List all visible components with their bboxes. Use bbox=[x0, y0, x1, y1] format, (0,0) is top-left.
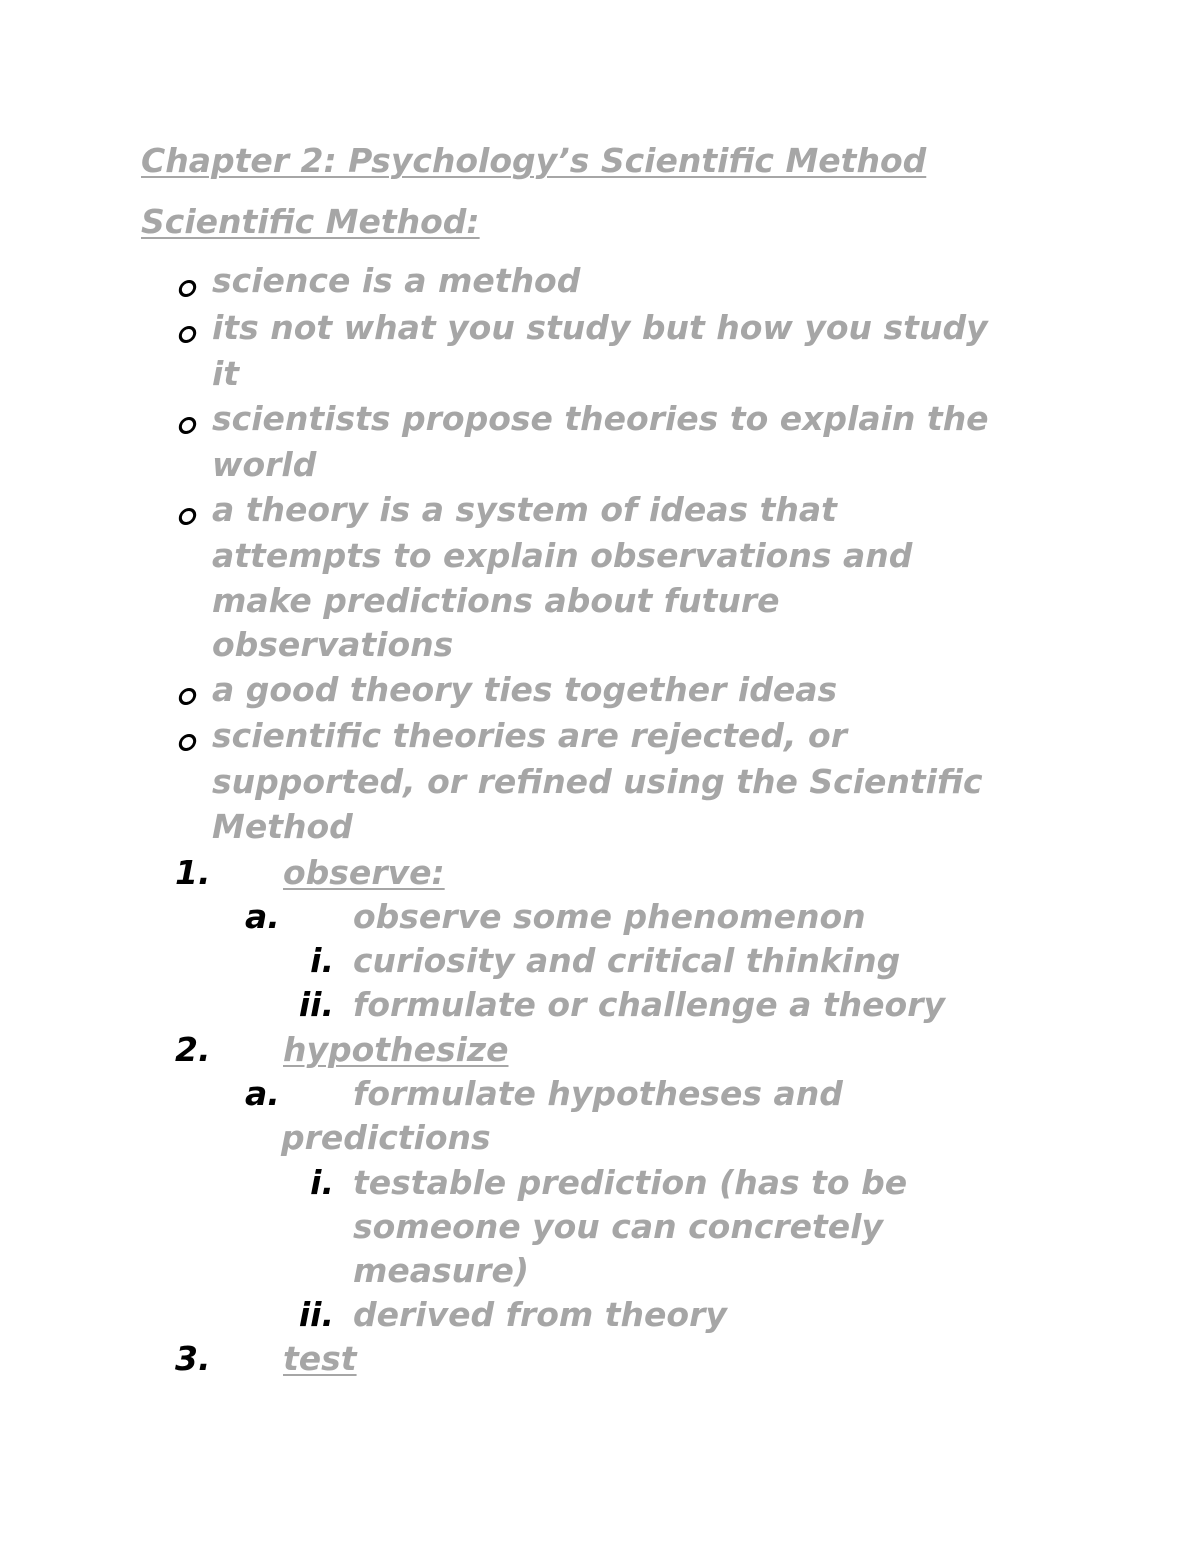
step-2a-i-text-line-1: testable prediction (has to be bbox=[353, 1163, 908, 1202]
sub-step-letter: a. bbox=[245, 897, 280, 936]
sub-sub-step-numeral: i. bbox=[310, 941, 334, 980]
step-number: 3. bbox=[175, 1339, 211, 1378]
bullet-item-6-line-3: Method bbox=[212, 807, 353, 846]
step-2a-i-text-line-2: someone you can concretely bbox=[353, 1207, 884, 1246]
bullet-item-4-line-1: a theory is a system of ideas that bbox=[212, 490, 837, 529]
step-2a-text-line-2: predictions bbox=[281, 1118, 491, 1157]
bullet-item-2-line-1: its not what you study but how you study bbox=[212, 308, 988, 347]
bullet-item-4-line-2: attempts to explain observations and bbox=[212, 536, 913, 575]
bullet-item-3-line-2: world bbox=[212, 445, 317, 484]
bullet-circle-icon bbox=[177, 326, 198, 343]
bullet-item-5: a good theory ties together ideas bbox=[212, 670, 838, 709]
sub-sub-step-numeral: i. bbox=[310, 1163, 334, 1202]
section-heading: Scientific Method: bbox=[141, 202, 480, 241]
step-3-label: test bbox=[283, 1339, 357, 1378]
step-1a-i-text: curiosity and critical thinking bbox=[353, 941, 901, 980]
step-2a-ii-text: derived from theory bbox=[353, 1295, 727, 1334]
sub-sub-step-numeral: ii. bbox=[298, 1295, 334, 1334]
bullet-item-6-line-1: scientific theories are rejected, or bbox=[212, 716, 847, 755]
bullet-circle-icon bbox=[177, 417, 198, 434]
step-1a-ii-text: formulate or challenge a theory bbox=[353, 985, 946, 1024]
step-2-label: hypothesize bbox=[283, 1030, 509, 1069]
step-2a-i-text-line-3: measure) bbox=[353, 1251, 529, 1290]
step-2a-text-line-1: formulate hypotheses and bbox=[353, 1074, 843, 1113]
bullet-item-4-line-4: observations bbox=[212, 625, 454, 664]
sub-step-letter: a. bbox=[245, 1074, 280, 1113]
bullet-circle-icon bbox=[177, 734, 198, 751]
bullet-circle-icon bbox=[177, 508, 198, 525]
bullet-item-1: science is a method bbox=[212, 261, 581, 300]
bullet-item-4-line-3: make predictions about future bbox=[212, 581, 780, 620]
step-number: 1. bbox=[175, 853, 211, 892]
bullet-item-6-line-2: supported, or refined using the Scientific bbox=[212, 762, 983, 801]
step-1-label: observe: bbox=[283, 853, 445, 892]
bullet-circle-icon bbox=[177, 688, 198, 705]
chapter-title: Chapter 2: Psychology’s Scientific Method bbox=[141, 141, 927, 180]
bullet-item-2-line-2: it bbox=[212, 354, 240, 393]
bullet-item-3-line-1: scientists propose theories to explain the bbox=[212, 399, 989, 438]
sub-sub-step-numeral: ii. bbox=[298, 985, 334, 1024]
bullet-circle-icon bbox=[177, 280, 198, 297]
step-number: 2. bbox=[175, 1030, 211, 1069]
step-1a-text: observe some phenomenon bbox=[353, 897, 866, 936]
